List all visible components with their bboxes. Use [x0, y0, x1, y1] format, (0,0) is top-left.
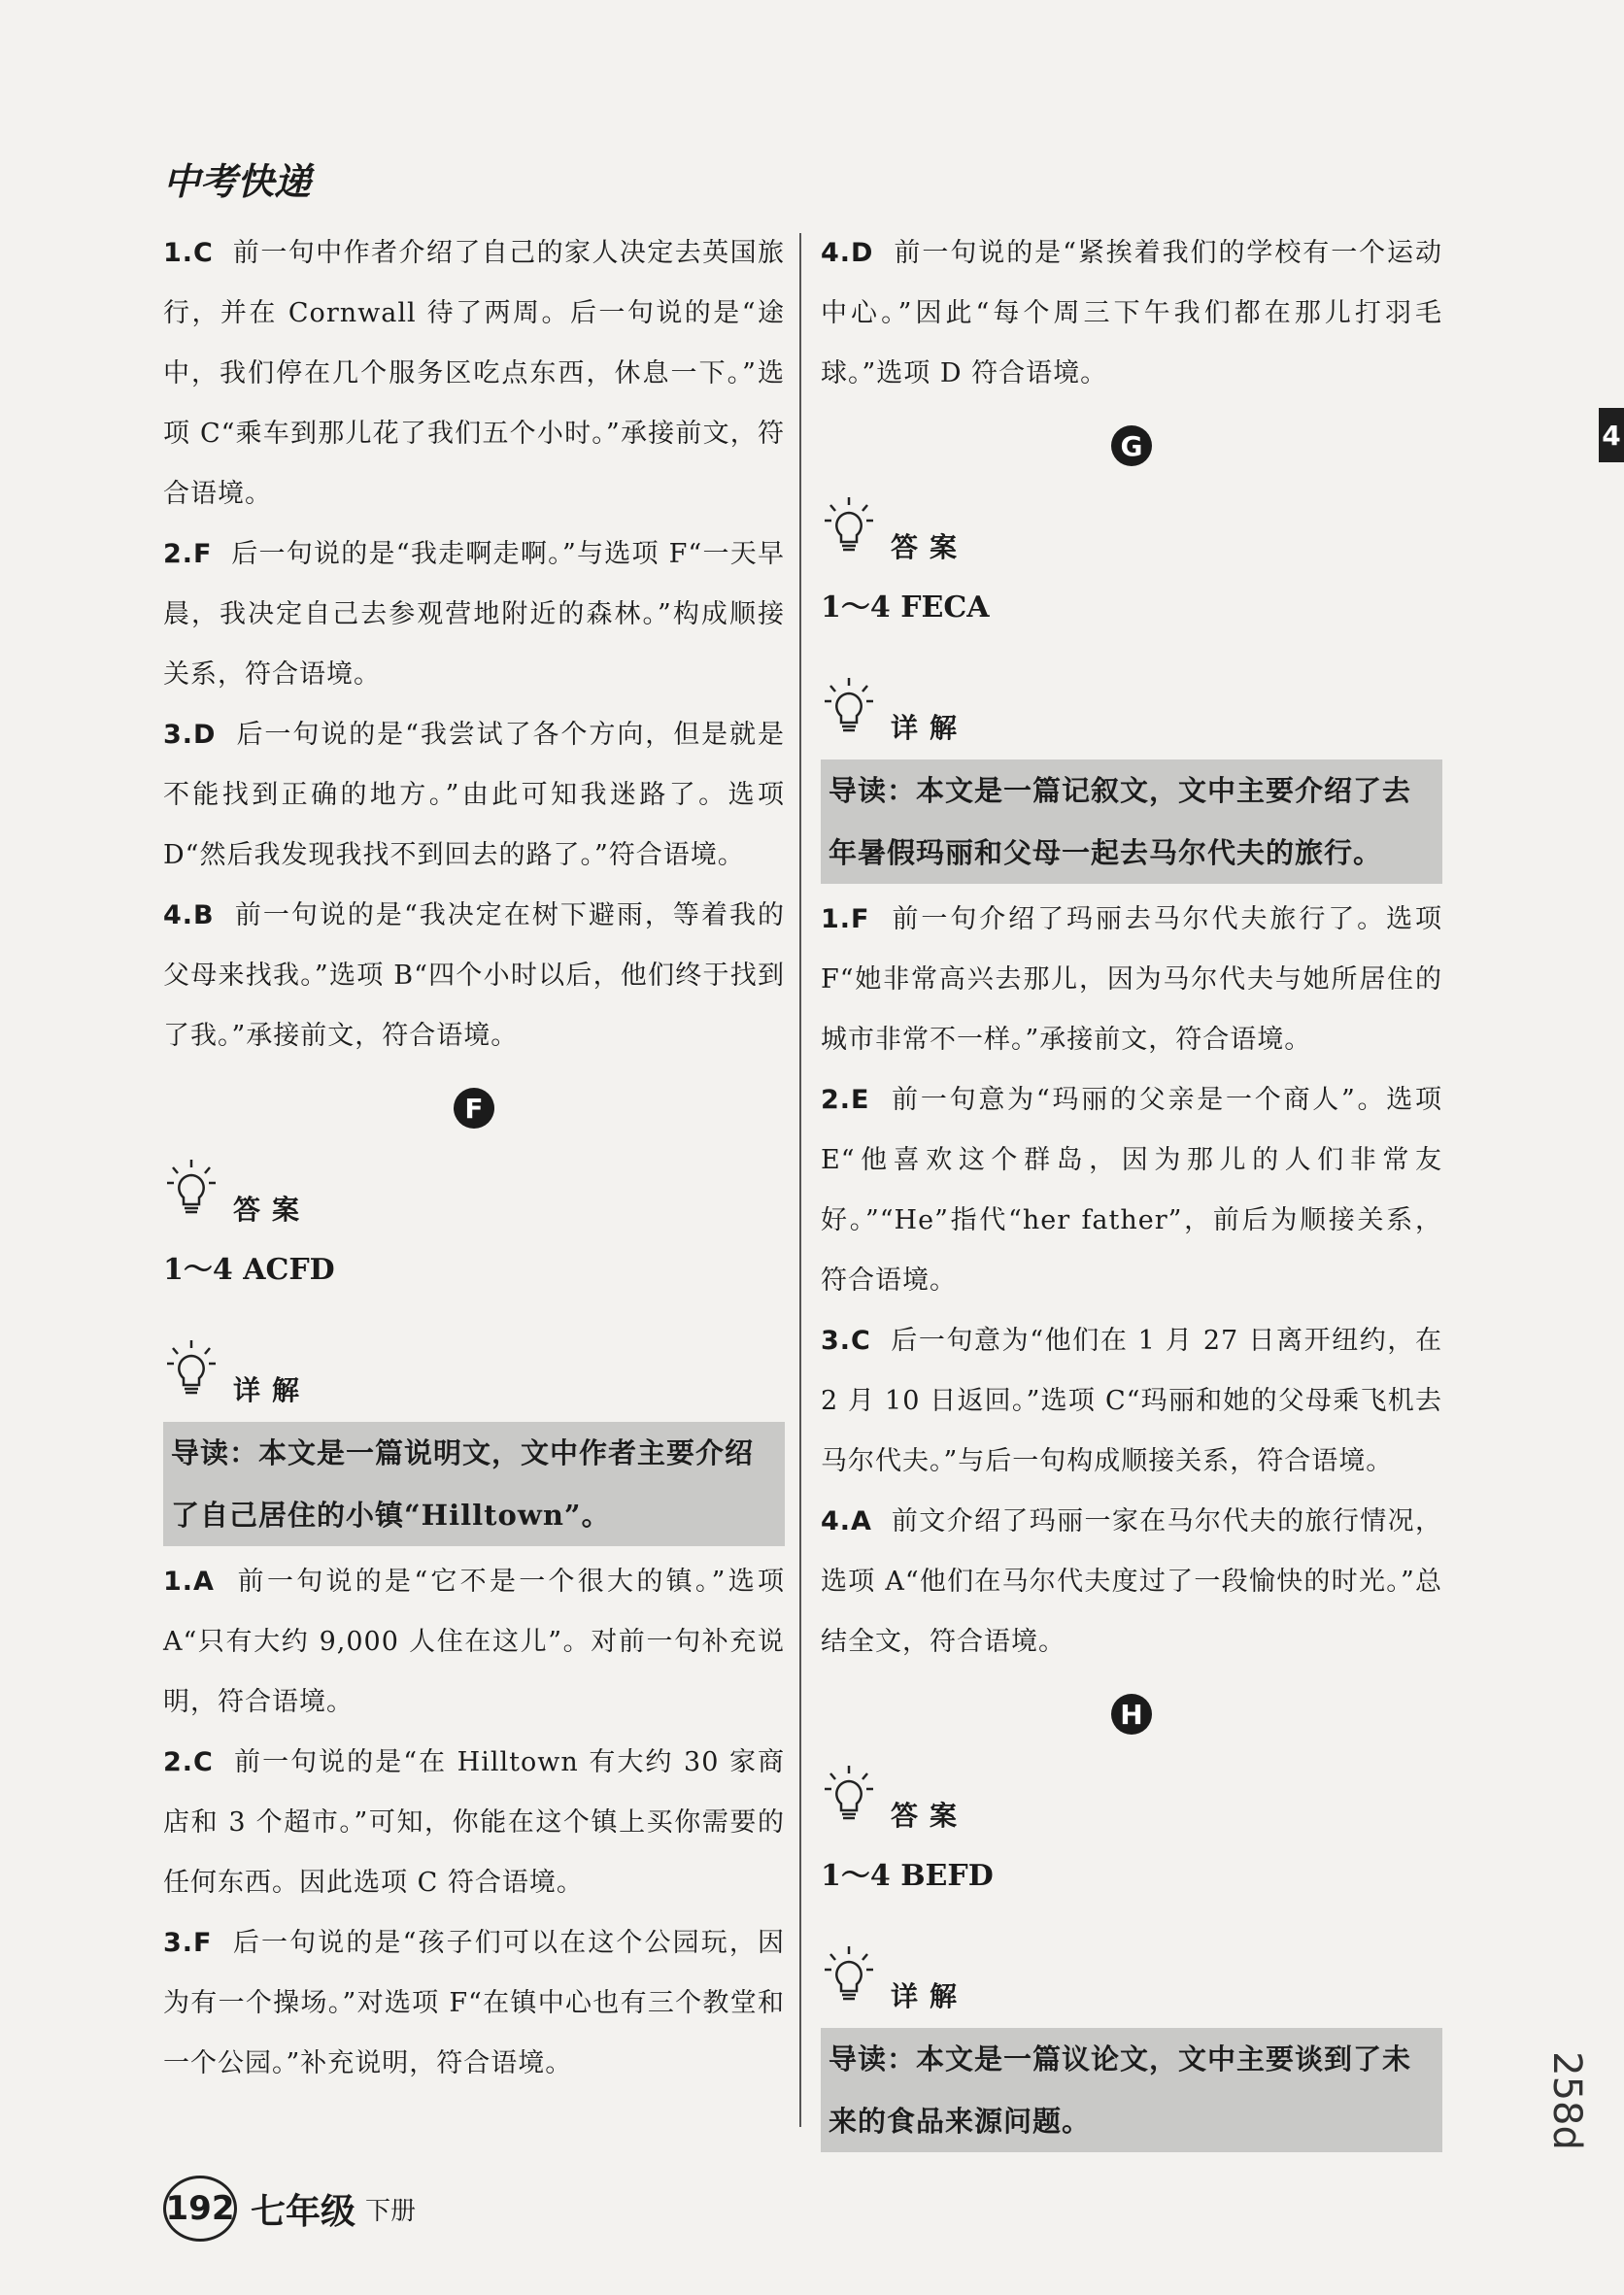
item-number: 1. — [163, 238, 194, 268]
volume-label: 下册 — [365, 2196, 417, 2226]
item-key: D — [193, 720, 217, 750]
item-key: A — [193, 1567, 215, 1597]
item-number: 1. — [821, 904, 852, 934]
answer-label-row — [821, 493, 1442, 561]
guide-box-g: 导读：本文是一篇记叙文，文中主要介绍了去年暑假玛丽和父母一起去马尔代夫的旅行。 — [821, 759, 1442, 884]
item-text: 前一句说的是“它不是一个很大的镇。”选项 A“只有大约 9,000 人住在这儿”。对前一句补充说明，符合语境。 — [163, 1567, 785, 1717]
item-number: 2. — [163, 1747, 194, 1777]
answer-h: 1～4 BEFD — [821, 1859, 994, 1893]
list-item — [163, 886, 785, 1066]
answer-label-row — [821, 1762, 1442, 1830]
list-item — [163, 1913, 785, 2094]
column-divider — [799, 233, 801, 2127]
list-item — [821, 1311, 1442, 1492]
answer-label: 答案 — [233, 1194, 312, 1226]
answer-f: 1～4 ACFD — [163, 1253, 335, 1287]
section-badge-g: G — [1111, 425, 1152, 466]
list-item — [821, 1070, 1442, 1311]
section-badge-f: F — [454, 1088, 494, 1129]
lightbulb-icon — [821, 674, 877, 742]
page-footer — [163, 2176, 416, 2242]
item-number: 4. — [163, 900, 194, 930]
item-text: 前一句说的是“紧挨着我们的学校有一个运动中心。”因此“每个周三下午我们都在那儿打羽毛球。”选项 D 符合语境。 — [821, 238, 1442, 388]
answer-g: 1～4 FECA — [821, 591, 990, 624]
answer-label-row — [163, 1156, 785, 1224]
section-badge-h: H — [1111, 1694, 1152, 1735]
left-column — [163, 223, 785, 2094]
item-f4 — [821, 223, 1442, 404]
item-number: 3. — [163, 1928, 194, 1958]
item-text: 前一句说的是“我决定在树下避雨，等着我的父母来找我。”选项 B“四个小时以后，他们终于找到了我。”承接前文，符合语境。 — [163, 900, 785, 1051]
item-list-f — [163, 1552, 785, 2094]
item-number: 2. — [821, 1085, 852, 1115]
lightbulb-icon — [163, 1156, 220, 1224]
item-text: 前一句意为“玛丽的父亲是一个商人”。选项 E“他喜欢这个群岛，因为那儿的人们非常友好。”“He”指代“her father”，前后为顺接关系，符合语境。 — [821, 1085, 1442, 1296]
guide-box-h: 导读：本文是一篇议论文，文中主要谈到了未来的食品来源问题。 — [821, 2028, 1442, 2152]
item-list-e — [163, 223, 785, 1066]
item-number: 3. — [163, 720, 194, 750]
detail-label-row — [821, 1942, 1442, 2010]
detail-label-row — [163, 1336, 785, 1404]
list-item — [821, 1492, 1442, 1672]
item-text: 后一句说的是“孩子们可以在这个公园玩，因为有一个操场。”对选项 F“在镇中心也有三个教堂和一个公园。”补充说明，符合语境。 — [163, 1928, 786, 2078]
lightbulb-icon — [821, 1942, 877, 2010]
detail-label: 详解 — [891, 1980, 969, 2012]
answer-label: 答案 — [891, 531, 969, 563]
lightbulb-icon — [163, 1336, 220, 1404]
item-key: D — [851, 238, 874, 268]
list-item — [821, 890, 1442, 1070]
right-column — [821, 223, 1442, 2158]
lightbulb-icon — [821, 1762, 877, 1830]
item-number: 3. — [821, 1326, 852, 1356]
detail-label: 详解 — [233, 1374, 312, 1406]
item-key: E — [851, 1085, 870, 1115]
item-key: C — [193, 1747, 214, 1777]
list-item — [163, 524, 785, 705]
page-header-title: 中考快递 — [163, 160, 312, 203]
item-text: 后一句说的是“我走啊走啊。”与选项 F“一天早晨，我决定自己去参观营地附近的森林。”构成顺接关系，符合语境。 — [163, 539, 785, 690]
item-key: F — [851, 904, 870, 934]
guide-box-f: 导读：本文是一篇说明文，文中作者主要介绍了自己居住的小镇“Hilltown”。 — [163, 1422, 785, 1546]
answer-label: 答案 — [891, 1800, 969, 1832]
lightbulb-icon — [821, 493, 877, 561]
detail-label: 详解 — [891, 712, 969, 744]
item-text: 前一句介绍了玛丽去马尔代夫旅行了。选项 F“她非常高兴去那儿，因为马尔代夫与她所居住的城市非常不一样。”承接前文，符合语境。 — [821, 904, 1442, 1055]
side-tab: 4 — [1599, 408, 1624, 462]
item-list-g — [821, 890, 1442, 1672]
item-text: 前文介绍了玛丽一家在马尔代夫的旅行情况，选项 A“他们在马尔代夫度过了一段愉快的时光。”总结全文，符合语境。 — [821, 1506, 1442, 1657]
item-number: 4. — [821, 1506, 852, 1536]
item-text: 后一句意为“他们在 1 月 27 日离开纽约，在 2 月 10 日返回。”选项 C“玛丽和她的父母乘飞机去马尔代夫。”与后一句构成顺接关系，符合语境。 — [821, 1326, 1442, 1476]
item-key: C — [193, 238, 214, 268]
list-item — [163, 705, 785, 886]
list-item — [163, 1552, 785, 1733]
item-text: 前一句说的是“在 Hilltown 有大约 30 家商店和 3 个超市。”可知，你能在这个镇上买你需要的任何东西。因此选项 C 符合语境。 — [163, 1747, 786, 1898]
list-item — [163, 223, 785, 524]
page-number: 192 — [163, 2176, 237, 2242]
detail-label-row — [821, 674, 1442, 742]
item-number: 4. — [821, 238, 852, 268]
item-key: B — [193, 900, 215, 930]
item-text: 前一句中作者介绍了自己的家人决定去英国旅行，并在 Cornwall 待了两周。后一句说的是“途中，我们停在几个服务区吃点东西，休息一下。”选项 C“乘车到那儿花了我们五个小时。”承接前文，符合语境。 — [163, 238, 786, 509]
item-text: 后一句说的是“我尝试了各个方向，但是就是不能找到正确的地方。”由此可知我迷路了。选项 D“然后我发现我找不到回去的路了。”符合语境。 — [163, 720, 785, 870]
item-key: F — [193, 539, 213, 569]
item-number: 2. — [163, 539, 194, 569]
side-code: 258d — [1544, 2051, 1590, 2150]
item-number: 1. — [163, 1567, 194, 1597]
item-key: A — [851, 1506, 872, 1536]
list-item — [163, 1733, 785, 1913]
grade-label: 七年级 — [251, 2191, 356, 2232]
item-key: C — [851, 1326, 871, 1356]
item-key: F — [193, 1928, 213, 1958]
